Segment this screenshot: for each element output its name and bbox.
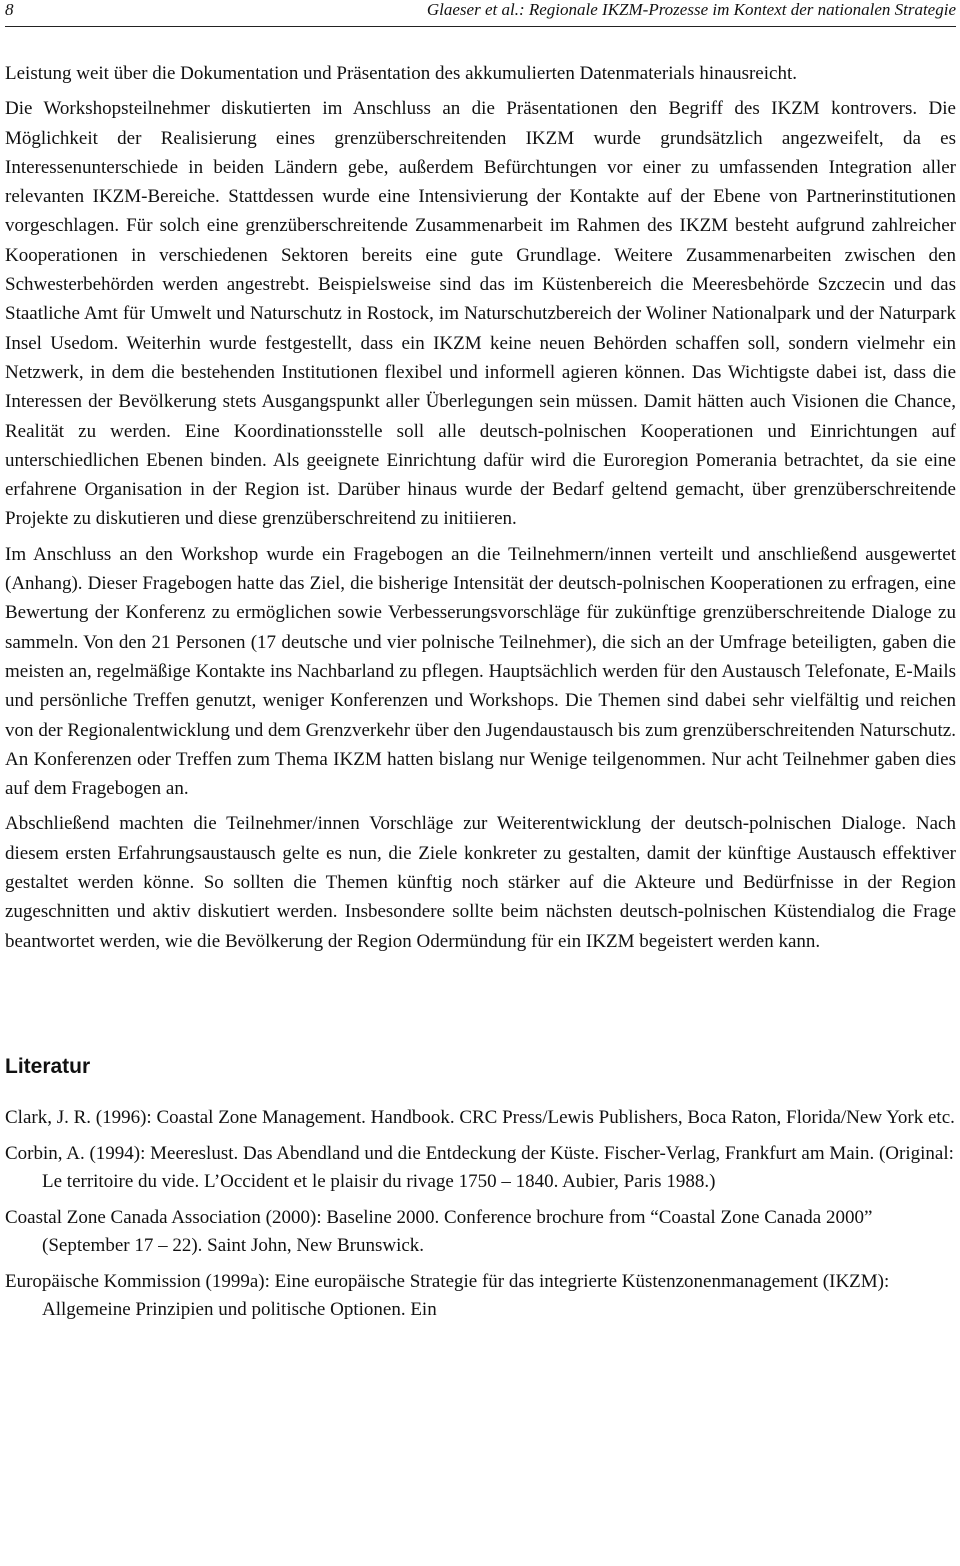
section-heading-literature: Literatur <box>5 1054 91 1078</box>
reference-item: Corbin, A. (1994): Meereslust. Das Abendland und die Entdeckung der Küste. Fischer-Verlag, Frankfurt am Main. (Original: Le territoire du vide. L’Occident et le plaisir du rivage 1750 – 1840. Aubier, Paris 1988.) <box>5 1142 954 1192</box>
running-header <box>5 0 956 24</box>
header-rule <box>5 26 956 27</box>
running-title: Glaeser et al.: Regionale IKZM-Prozesse im Kontext der nationalen Strategie <box>426 0 956 19</box>
reference-item: Clark, J. R. (1996): Coastal Zone Management. Handbook. CRC Press/Lewis Publishers, Boca Raton, Florida/New York etc. <box>5 1106 955 1128</box>
paragraph: Im Anschluss an den Workshop wurde ein Fragebogen an die Teilnehmern/innen verteilt und anschließend ausgewertet (Anhang). Dieser Fragebogen hatte das Ziel, die bisherige Intensität der deutsch-polnischen Kooperationen zu erfragen, eine Bewertung der Konferenz zu ermöglichen sowie Verbesserungsvorschläge für zukünftige grenzüberschreitende Dialoge zu sammeln. Von den 21 Personen (17 deutsche und vier polnische Teilnehmer), die sich an der Umfrage beteiligten, gaben die meisten an, regelmäßige Kontakte ins Nachbarland zu pflegen. Hauptsächlich werden für den Austausch Telefonate, E-Mails und persönliche Treffen genutzt, weniger Konferenzen und Workshops. Die Themen sind dabei sehr vielfältig und reichen von der Regionalentwicklung und dem Grenzverkehr über den Jugendaustausch bis zum grenzüberschreitenden Naturschutz. An Konferenzen oder Treffen zum Thema IKZM hatten bislang nur Wenige teilgenommen. Nur acht Teilnehmer gaben dies auf dem Fragebogen an. <box>5 543 956 800</box>
reference-item: Coastal Zone Canada Association (2000): Baseline 2000. Conference brochure from “Coastal Zone Canada 2000” (September 17 – 22). Saint John, New Brunswick. <box>5 1206 873 1256</box>
reference-list <box>5 1104 956 1324</box>
reference-item: Europäische Kommission (1999a): Eine europäische Strategie für das integrierte Küstenzonenmanagement (IKZM): Allgemeine Prinzipien und politische Optionen. Ein <box>5 1270 890 1320</box>
page-number: 8 <box>5 0 14 19</box>
paragraph: Die Workshopsteilnehmer diskutierten im Anschluss an die Präsentationen den Begriff des IKZM kontrovers. Die Möglichkeit der Realisierung eines grenzüberschreitenden IKZM wurde grundsätzlich angezweifelt, da es Interessenunterschiede in beiden Ländern gebe, außerdem Befürchtungen vor einer zu umfassenden Integration aller relevanten IKZM-Bereiche. Stattdessen wurde eine Intensivierung der Kontakte auf der Ebene von Partnerinstitutionen vorgeschlagen. Für solch eine grenzüberschreitende Zusammenarbeit im Rahmen des IKZM besteht aufgrund zahlreicher Kooperationen in verschiedenen Sektoren bereits eine gute Grundlage. Weitere Zusammenarbeiten zwischen den Schwesterbehörden werden angestrebt. Beispielsweise sind das im Küstenbereich die Meeresbehörde Szczecin und das Staatliche Amt für Umwelt und Naturschutz in Rostock, im Naturschutzbereich der Woliner Nationalpark und der Naturpark Insel Usedom. Weiterhin wurde festgestellt, dass ein IKZM keine neuen Behörden schaffen soll, sondern vielmehr ein Netzwerk, in dem die bestehenden Institutionen flexibel und informell agieren können. Das Wichtigste dabei ist, dass die Interessen der Bevölkerung stets Ausgangspunkt aller Überlegungen sein müssen. Damit hätten auch Visionen die Chance, Realität zu werden. Eine Koordinationsstelle soll alle deutsch-polnischen Kooperationen und Einrichtungen auf unterschiedlichen Ebenen binden. Als geeignete Einrichtung dafür wird die Euroregion Pomerania betrachtet, da sie eine erfahrene Organisation in der Region ist. Darüber hinaus wurde der Bedarf geltend gemacht, über grenzüberschreitende Projekte zu diskutieren und diese grenzüberschreitend zu initiieren. <box>5 98 956 530</box>
paragraph: Leistung weit über die Dokumentation und Präsentation des akkumulierten Datenmaterials hinausreicht. <box>5 63 797 84</box>
paragraph: Abschließend machten die Teilnehmer/innen Vorschläge zur Weiterentwicklung der deutsch-polnischen Dialoge. Nach diesem ersten Erfahrungsaustausch gelte es nun, die Ziele konkreter zu gestalten, damit der künftige Austausch effektiver gestaltet werden könne. So sollten die Themen künftig noch stärker auf die Akteure und Bedürfnisse in der Region zugeschnitten und aktiv diskutiert werden. Insbesondere sollte beim nächsten deutsch-polnischen Küstendialog die Frage beantwortet werden, wie die Bevölkerung der Region Odermündung für ein IKZM begeistert werden kann. <box>5 813 956 952</box>
body-text <box>5 59 956 956</box>
